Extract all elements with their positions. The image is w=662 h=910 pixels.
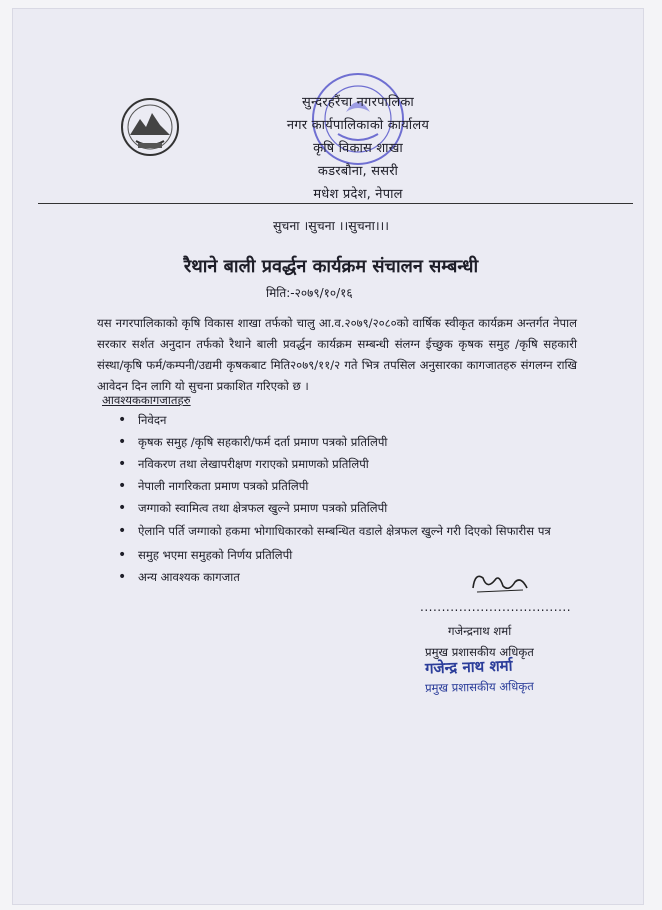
branch-name: कृषि विकास शाखा [313, 141, 403, 156]
municipality-name: सुन्दरहरैंचा नगरपालिका [302, 95, 414, 110]
list-item: • अन्य आवश्यक कागजात [118, 568, 598, 586]
list-item: • समुह भएमा समुहको निर्णय प्रतिलिपी [118, 546, 598, 564]
signature-line: ................................... [420, 600, 572, 614]
list-item: • निवेदन [118, 411, 598, 429]
list-item: • नेपाली नागरिकता प्रमाण पत्रको प्रतिलिपी [118, 477, 598, 495]
signatory-name: गजेन्द्रनाथ शर्मा [448, 624, 512, 638]
list-item: • नविकरण तथा लेखापरीक्षण गराएको प्रमाणको प्रतिलिपी [118, 455, 598, 473]
notice-label: सुचना ।सुचना ।।सुचना।।। [272, 218, 390, 233]
requirements-list [118, 411, 598, 586]
list-item: • ऐलानि पर्ति जग्गाको हकमा भोगाधिकारको सम्बन्धित वडाले क्षेत्रफल खुल्ने गरी दिएको सिफारीस पत्र [118, 521, 598, 542]
handwritten-signature [465, 568, 535, 598]
notice-body: यस नगरपालिकाको कृषि विकास शाखा तर्फको चालु आ.व.२०७९/२०८०को वार्षिक स्वीकृत कार्यक्रम अन्तर्गत नेपाल सरकार सर्शत अनुदान तर्फको रैथाने बाली प्रवर्द्धन कार्यक्रम सम्बन्धी संलग्न ईच्छुक कृषक समुह /कृषि सहकारी संस्था/कृषि फर्म/कम्पनी/उद्यमी कृषकबाट मिति२०७९/११/२ गते भित्र तपसिल अनुसारका कागजातहरु संगलग्न राखि आवेदन दिन लागि यो सुचना प्रकाशित गरिएको छ । [97, 316, 577, 393]
header-divider [38, 203, 633, 204]
signatory-title: प्रमुख प्रशासकीय अधिकृत [425, 645, 534, 659]
stamp-signatory-name: गजेन्द्र नाथ शर्मा [424, 656, 513, 678]
province-country: मधेश प्रदेश, नेपाल [313, 187, 403, 202]
stamp-signatory-title: प्रमुख प्रशासकीय अधिकृत [424, 679, 534, 695]
list-item: • जग्गाको स्वामित्व तथा क्षेत्रफल खुल्ने प्रमाण पत्रको प्रतिलिपी [118, 499, 598, 517]
nepal-emblem-icon [118, 95, 182, 159]
office-name: नगर कार्यपालिकाको कार्यालय [286, 118, 430, 133]
office-header [243, 91, 473, 206]
office-address: कडरबौना, ससरी [317, 164, 399, 179]
document-title: रैथाने बाली प्रवर्द्धन कार्यक्रम संचालन सम्बन्धी [183, 256, 479, 277]
requirements-heading: आवश्यककागजातहरु [102, 393, 191, 407]
list-item: • कृषक समुह /कृषि सहकारी/फर्म दर्ता प्रमाण पत्रको प्रतिलिपी [118, 433, 598, 451]
document-date: मिति:-२०७९/१०/१६ [266, 286, 353, 300]
